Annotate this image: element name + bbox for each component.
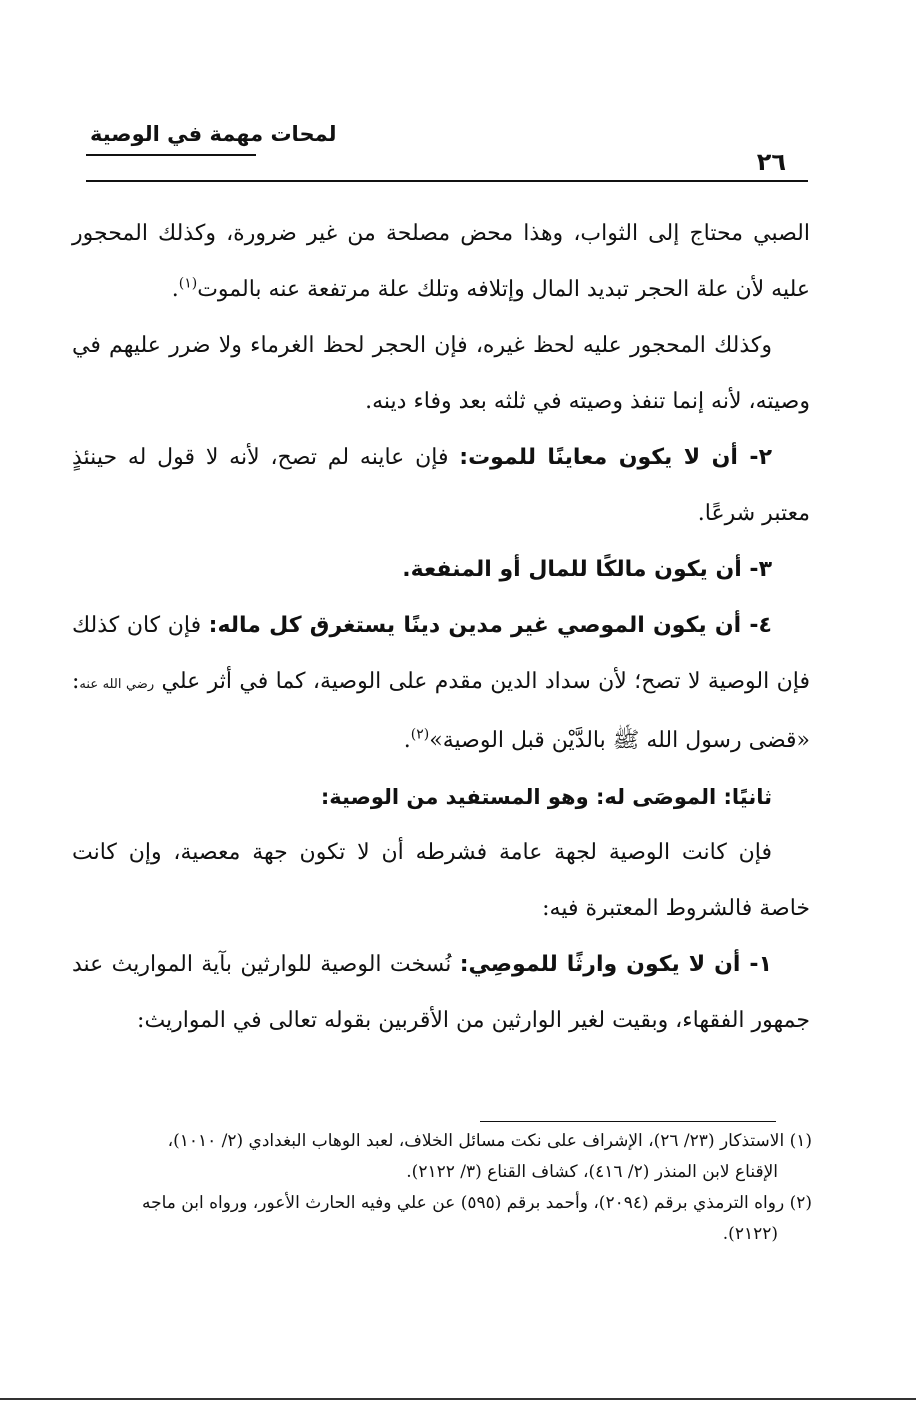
footnote-1-line-1: (١) الاستذكار (٢٣/ ٢٦)، الإشراف على نكت مسائل الخلاف، لعبد الوهاب البغدادي (٢/ ١٠١٠)، bbox=[167, 1131, 812, 1151]
page-bottom-edge bbox=[0, 1398, 916, 1400]
header-rule bbox=[86, 180, 808, 182]
honorific: رضي الله عنه bbox=[79, 677, 155, 692]
footnote-2-line-2: (٢١٢٢). bbox=[722, 1224, 778, 1244]
running-title: لمحات مهمة في الوصية bbox=[90, 122, 337, 146]
condition-3: ٣- أن يكون مالكًا للمال أو المنفعة. bbox=[402, 557, 772, 582]
footnote-2-line-1: (٢) رواه الترمذي برقم (٢٠٩٤)، وأحمد برقم (٥٩٥) عن علي وفيه الحارث الأعور، ورواه ابن ماجه bbox=[141, 1193, 812, 1213]
page-header bbox=[80, 118, 808, 188]
condition-2: ٢- أن لا يكون معاينًا للموت: فإن عاينه لم تصح، لأنه لا قول له حينئذٍ معتبر شرعًا. bbox=[72, 445, 810, 526]
footnote-1-line-2: الإقناع لابن المنذر (٢/ ٤١٦)، كشاف القناع (٣/ ٢١٢٢). bbox=[406, 1162, 778, 1182]
footnote-ref-1: (١) bbox=[178, 275, 198, 292]
footnotes bbox=[46, 1126, 812, 1250]
title-underline bbox=[86, 154, 256, 156]
footnote-ref-2: (٢) bbox=[410, 726, 430, 743]
paragraph-1: الصبي محتاج إلى الثواب، وهذا محض مصلحة من غير ضرورة، وكذلك المحجور عليه لأن علة الحجر تبديد المال وإتلافه وتلك علة مرتفعة عنه بالموت$^{(١)}$. bbox=[72, 221, 810, 302]
paragraph-2: وكذلك المحجور عليه لحظ غيره، فإن الحجر لحظ الغرماء ولا ضرر عليهم في وصيته، لأنه إنما تنفذ وصيته في ثلثه بعد وفاء دينه. bbox=[72, 333, 810, 414]
footnote-separator bbox=[480, 1121, 776, 1122]
main-text bbox=[72, 206, 810, 1049]
page-number: ٢٦ bbox=[756, 148, 786, 176]
section-heading: ثانيًا: الموصَى له: وهو المستفيد من الوصية: bbox=[320, 785, 772, 809]
condition-4: ٤- أن يكون الموصي غير مدين دينًا يستغرق كل ماله: فإن كان كذلك فإن الوصية لا تصح؛ لأن سداد الدين مقدم على الوصية، كما في أثر علي رضي الله عنه: «قضى رسول الله ﷺ بالدَّيْن قبل الوصية»$^{(٢)}$. bbox=[72, 613, 810, 753]
condition-1: ١- أن لا يكون وارثًا للموصِي: نُسخت الوصية للوارثين بآية المواريث عند جمهور الفقهاء، وبقيت لغير الوارثين من الأقربين بقوله تعالى في المواريث: bbox=[72, 952, 810, 1033]
paragraph-3: فإن كانت الوصية لجهة عامة فشرطه أن لا تكون جهة معصية، وإن كانت خاصة فالشروط المعتبرة فيه: bbox=[72, 840, 810, 921]
